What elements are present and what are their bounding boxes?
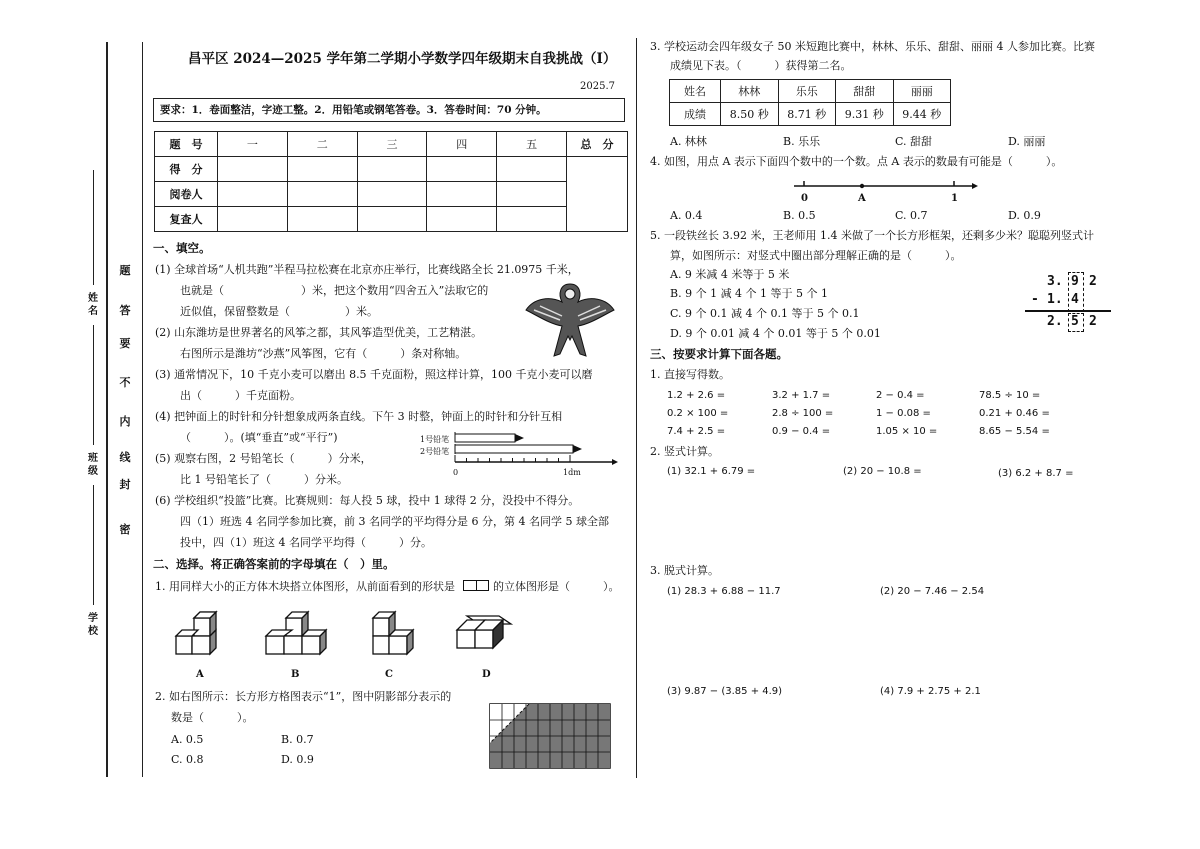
- section3-heading: 三、按要求计算下面各题。: [650, 347, 788, 361]
- cube-option-a: A: [196, 669, 204, 680]
- score-row-label: 复查人: [155, 207, 218, 232]
- s1-q6-line2: 四（1）班选 4 名同学参加比赛，前 3 名同学的平均得分是 6 分，第 4 名同学 5 球全部: [180, 515, 609, 528]
- stepwise-calc-item: (1) 28.3 + 6.88 − 11.7: [667, 586, 781, 597]
- direct-calc-item: 1.2 + 2.6 =: [667, 390, 726, 401]
- score-total-cell: [567, 157, 628, 232]
- numberline-zero: 0: [801, 193, 808, 204]
- s2-q1-text-a: 1. 用同样大小的正方体木块搭立体图形，从前面看到的形状是: [155, 580, 455, 593]
- s1-q1-line2: 也就是（ ）米，把这个数用“四舍五入”法取它的: [180, 284, 489, 297]
- seal-char-4: 内: [119, 415, 131, 428]
- results-header: 乐乐: [778, 80, 836, 103]
- results-value: 9.44 秒: [893, 103, 951, 126]
- r-q4-option-d: D. 0.9: [1008, 209, 1041, 222]
- school-label: 学校: [88, 613, 98, 637]
- direct-calc-item: 1.05 × 10 =: [876, 426, 938, 437]
- exam-date: 2025.7: [580, 81, 615, 92]
- s1-q4-line1: (4) 把钟面上的时针和分针想象成两条直线。下午 3 时整，钟面上的时针和分针互相: [155, 410, 563, 423]
- calc-row2-tenths: 4: [1071, 292, 1079, 307]
- s3-p3-heading: 3. 脱式计算。: [650, 564, 719, 577]
- r-q5-line2: 算，如图所示：对竖式中圈出部分理解正确的是（ ）。: [670, 249, 962, 262]
- cube-figure-c: [367, 608, 429, 660]
- s1-q2-line2: 右图所示是潍坊“沙燕”风筝图，它有（ ）条对称轴。: [180, 347, 467, 360]
- score-col: 一: [218, 132, 288, 157]
- margin-line-inner: [142, 42, 143, 777]
- s1-q1-line3: 近似值，保留整数是（ ）米。: [180, 305, 378, 318]
- r-q3-option-b: B. 乐乐: [783, 135, 821, 148]
- class-label: 班级: [88, 453, 98, 477]
- calc-row3-hundredths: 2: [1089, 314, 1097, 329]
- stepwise-calc-item: (2) 20 − 7.46 − 2.54: [880, 586, 985, 597]
- calc-circled-result: [1068, 313, 1084, 332]
- score-col: 四: [427, 132, 497, 157]
- name-label: 姓名: [88, 293, 98, 317]
- score-cell: [357, 207, 427, 232]
- calc-row2-int: 1.: [1047, 292, 1063, 307]
- r-q5-line1: 5. 一段铁丝长 3.92 米，王老师用 1.4 米做了一个长方形框架，还剩多少米？聪聪列竖式计: [650, 229, 1094, 242]
- stepwise-calc-item: (3) 9.87 − (3.85 + 4.9): [667, 686, 783, 697]
- seal-char-7: 答: [119, 304, 131, 317]
- score-row-label: 阅卷人: [155, 182, 218, 207]
- results-header: 姓名: [670, 80, 721, 103]
- vertical-calc-item: (2) 20 − 10.8 =: [843, 466, 922, 477]
- ruler-dm: 1dm: [563, 468, 581, 477]
- score-row-label: 题 号: [155, 132, 218, 157]
- score-cell: [497, 207, 567, 232]
- cube-figure-b: [262, 608, 334, 660]
- s2-q2-option-b: B. 0.7: [281, 733, 314, 746]
- s2-q2-option-c: C. 0.8: [171, 753, 204, 766]
- results-value: 9.31 秒: [836, 103, 894, 126]
- ruler-zero: 0: [453, 468, 459, 477]
- direct-calc-item: 7.4 + 2.5 =: [667, 426, 726, 437]
- score-table: [154, 131, 628, 232]
- score-row-label: 得 分: [155, 157, 218, 182]
- results-value: 8.50 秒: [721, 103, 779, 126]
- direct-calc-item: 2 − 0.4 =: [876, 390, 925, 401]
- class-underline: [93, 325, 94, 445]
- r-q4-option-a: A. 0.4: [670, 209, 703, 222]
- school-underline: [93, 485, 94, 605]
- s1-q1-line1: (1) 全球首场“人机共跑”半程马拉松赛在北京亦庄举行，比赛线路全长 21.0975 千米，: [155, 263, 579, 276]
- swallow-kite-image: [520, 280, 620, 362]
- results-header: 丽丽: [893, 80, 951, 103]
- pencil-ruler-image: [452, 430, 622, 470]
- calc-minus-sign: -: [1031, 292, 1039, 307]
- s1-q5-line2: 比 1 号铅笔长了（ ）分米。: [180, 473, 348, 486]
- seal-char-1: 密: [119, 523, 131, 536]
- seal-char-6: 要: [119, 337, 131, 350]
- shaded-grid-image: [489, 703, 611, 769]
- score-cell: [497, 157, 567, 182]
- score-cell: [287, 157, 357, 182]
- r-q4-line1: 4. 如图，用点 A 表示下面四个数中的一个数。点 A 表示的数最有可能是（ ）。: [650, 155, 1063, 168]
- s1-q5-line1: (5) 观察右图，2 号铅笔长（ ）分米，: [155, 452, 372, 465]
- vertical-calc-item: (1) 32.1 + 6.79 =: [667, 466, 756, 477]
- margin-line-outer: [106, 42, 108, 777]
- score-cell: [287, 182, 357, 207]
- stepwise-calc-item: (4) 7.9 + 2.75 + 2.1: [880, 686, 981, 697]
- s2-q2-line2: 数是（ ）。: [171, 711, 254, 724]
- r-q5-option-c: C. 9 个 0.1 减 4 个 0.1 等于 5 个 0.1: [670, 307, 860, 320]
- cube-figure-a: [172, 608, 234, 660]
- s2-q2-option-d: D. 0.9: [281, 753, 314, 766]
- score-cell: [218, 182, 288, 207]
- column-divider: [636, 38, 637, 778]
- r-q4-option-b: B. 0.5: [783, 209, 816, 222]
- calc-row1-int: 3.: [1047, 274, 1063, 289]
- results-value: 8.71 秒: [778, 103, 836, 126]
- cube-option-c: C: [385, 669, 393, 680]
- score-cell: [357, 157, 427, 182]
- score-col: 五: [497, 132, 567, 157]
- seal-char-8: 题: [119, 264, 131, 277]
- score-col: 二: [287, 132, 357, 157]
- direct-calc-item: 0.21 + 0.46 =: [979, 408, 1050, 419]
- front-view-shape-icon: [463, 580, 489, 591]
- vertical-calc-item: (3) 6.2 + 8.7 =: [998, 468, 1074, 479]
- numberline-one: 1: [951, 193, 958, 204]
- s2-q2-option-a: A. 0.5: [171, 733, 204, 746]
- score-cell: [427, 182, 497, 207]
- r-q3-line1: 3. 学校运动会四年级女子 50 米短跑比赛中，林林、乐乐、甜甜、丽丽 4 人参加比赛。比赛: [650, 40, 1095, 53]
- s1-q6-line1: (6) 学校组织“投篮”比赛。比赛规则：每人投 5 球，投中 1 球得 2 分，没投中不得分。: [155, 494, 580, 507]
- score-col: 三: [357, 132, 427, 157]
- seal-char-3: 线: [119, 451, 131, 464]
- seal-char-2: 封: [119, 478, 131, 491]
- s1-q3-line1: (3) 通常情况下，10 千克小麦可以磨出 8.5 千克面粉，照这样计算，100 千克小麦可以磨: [155, 368, 593, 381]
- vertical-calc: [1025, 270, 1115, 332]
- calc-row3-tenths: 5: [1071, 314, 1079, 329]
- exam-title: 昌平区 2024—2025 学年第二学期小学数学四年级期末自我挑战（I）: [188, 51, 617, 67]
- cube-option-d: D: [482, 669, 491, 680]
- direct-calc-item: 78.5 ÷ 10 =: [979, 390, 1041, 401]
- direct-calc-item: 3.2 + 1.7 =: [772, 390, 831, 401]
- s3-p2-heading: 2. 竖式计算。: [650, 445, 719, 458]
- s2-q1-text-b: 的立体图形是（ ）。: [493, 580, 620, 593]
- calc-row3-int: 2.: [1047, 314, 1063, 329]
- r-q3-option-d: D. 丽丽: [1008, 135, 1046, 148]
- score-cell: [218, 157, 288, 182]
- numberline-point-a: A: [858, 193, 866, 204]
- s1-q4-line2: （ ）。(填“垂直”或“平行”): [180, 431, 338, 444]
- score-cell: [497, 182, 567, 207]
- results-row-label: 成绩: [670, 103, 721, 126]
- number-line-image: [790, 178, 980, 192]
- s1-q2-line1: (2) 山东潍坊是世界著名的风筝之都，其风筝造型优美，工艺精湛。: [155, 326, 483, 339]
- section2-heading: 二、选择。将正确答案前的字母填在（ ）里。: [153, 557, 395, 571]
- score-cell: [287, 207, 357, 232]
- seal-char-5: 不: [119, 376, 131, 389]
- s2-q2-line1: 2. 如右图所示：长方形方格图表示“1”，图中阴影部分表示的: [155, 690, 452, 703]
- pencil1-label: 1号铅笔: [420, 435, 450, 444]
- section1-heading: 一、填空。: [153, 241, 211, 255]
- direct-calc-item: 8.65 − 5.54 =: [979, 426, 1050, 437]
- s3-p1-heading: 1. 直接写得数。: [650, 368, 730, 381]
- score-col-total: 总 分: [567, 132, 628, 157]
- r-q3-line2: 成绩见下表。（ ）获得第二名。: [670, 59, 852, 72]
- direct-calc-item: 2.8 ÷ 100 =: [772, 408, 834, 419]
- calc-circled-column: [1068, 272, 1084, 312]
- score-cell: [427, 157, 497, 182]
- pencil2-label: 2号铅笔: [420, 447, 450, 456]
- results-table: [669, 79, 951, 126]
- direct-calc-item: 0.9 − 0.4 =: [772, 426, 831, 437]
- results-header: 林林: [721, 80, 779, 103]
- r-q3-option-a: A. 林林: [670, 135, 707, 148]
- r-q4-option-c: C. 0.7: [895, 209, 928, 222]
- r-q5-option-d: D. 9 个 0.01 减 4 个 0.01 等于 5 个 0.01: [670, 327, 881, 340]
- cube-option-b: B: [291, 669, 300, 680]
- r-q3-option-c: C. 甜甜: [895, 135, 933, 148]
- direct-calc-item: 0.2 × 100 =: [667, 408, 729, 419]
- score-cell: [357, 182, 427, 207]
- r-q5-option-a: A. 9 米减 4 米等于 5 米: [670, 268, 790, 281]
- requirements-text: 要求：1．卷面整洁，字迹工整。2．用铅笔或钢笔答卷。3．答卷时间：70 分钟。: [160, 104, 547, 116]
- s1-q3-line2: 出（ ）千克面粉。: [180, 389, 301, 402]
- name-underline: [93, 170, 94, 285]
- score-cell: [427, 207, 497, 232]
- results-header: 甜甜: [836, 80, 894, 103]
- score-cell: [218, 207, 288, 232]
- r-q5-option-b: B. 9 个 1 减 4 个 1 等于 5 个 1: [670, 287, 829, 300]
- s1-q6-line3: 投中，四（1）班这 4 名同学平均得（ ）分。: [180, 536, 432, 549]
- calc-row1-tenths: 9: [1071, 274, 1079, 289]
- calc-row1-hundredths: 2: [1089, 274, 1097, 289]
- cube-figure-d: [453, 610, 519, 658]
- direct-calc-item: 1 − 0.08 =: [876, 408, 931, 419]
